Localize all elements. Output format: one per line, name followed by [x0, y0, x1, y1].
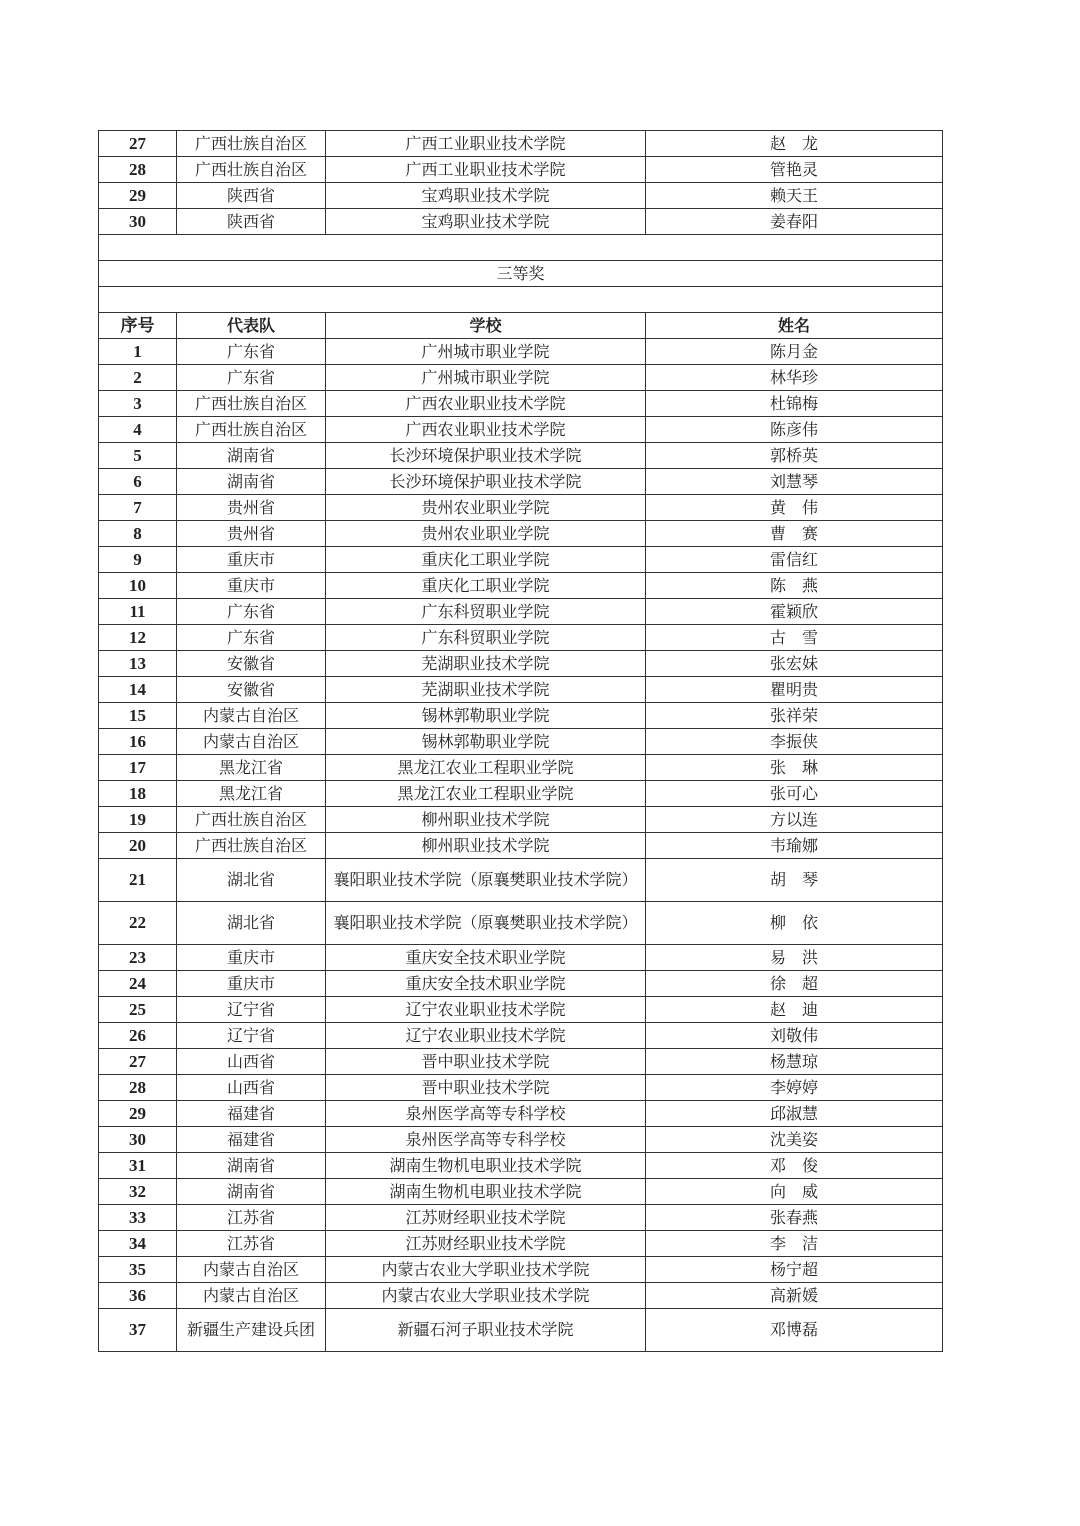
cell-seq: 15: [99, 703, 177, 729]
cell-school: 贵州农业职业学院: [326, 495, 646, 521]
cell-team: 新疆生产建设兵团: [177, 1309, 326, 1352]
cell-school: 泉州医学高等专科学校: [326, 1101, 646, 1127]
cell-school: 宝鸡职业技术学院: [326, 209, 646, 235]
table-row: [99, 781, 943, 807]
table-row: [99, 521, 943, 547]
cell-name: 曹 赛: [646, 521, 943, 547]
cell-seq: 34: [99, 1231, 177, 1257]
cell-school: 泉州医学高等专科学校: [326, 1127, 646, 1153]
cell-team: 广西壮族自治区: [177, 833, 326, 859]
cell-seq: 10: [99, 573, 177, 599]
cell-seq: 22: [99, 902, 177, 945]
cell-school: 贵州农业职业学院: [326, 521, 646, 547]
table-row: [99, 729, 943, 755]
cell-team: 黑龙江省: [177, 755, 326, 781]
cell-seq: 17: [99, 755, 177, 781]
header-seq: 序号: [99, 313, 177, 339]
table-row: [99, 573, 943, 599]
cell-seq: 11: [99, 599, 177, 625]
table-row: [99, 1205, 943, 1231]
header-team: 代表队: [177, 313, 326, 339]
cell-team: 湖南省: [177, 1153, 326, 1179]
cell-name: 方以连: [646, 807, 943, 833]
cell-team: 辽宁省: [177, 997, 326, 1023]
cell-school: 襄阳职业技术学院（原襄樊职业技术学院）: [326, 902, 646, 945]
table-row: [99, 1049, 943, 1075]
cell-seq: 5: [99, 443, 177, 469]
cell-school: 锡林郭勒职业学院: [326, 703, 646, 729]
cell-team: 安徽省: [177, 651, 326, 677]
cell-seq: 12: [99, 625, 177, 651]
header-school: 学校: [326, 313, 646, 339]
cell-name: 杨宁超: [646, 1257, 943, 1283]
cell-seq: 27: [99, 1049, 177, 1075]
cell-team: 福建省: [177, 1127, 326, 1153]
cell-school: 长沙环境保护职业技术学院: [326, 443, 646, 469]
table-row: [99, 945, 943, 971]
cell-team: 山西省: [177, 1049, 326, 1075]
cell-name: 陈月金: [646, 339, 943, 365]
table-row: [99, 1179, 943, 1205]
cell-name: 邓博磊: [646, 1309, 943, 1352]
table-row: [99, 902, 943, 945]
section-title: 三等奖: [99, 261, 943, 287]
cell-school: 芜湖职业技术学院: [326, 651, 646, 677]
table-row: [99, 1101, 943, 1127]
cell-seq: 35: [99, 1257, 177, 1283]
blank-row: [99, 235, 943, 261]
cell-team: 重庆市: [177, 971, 326, 997]
table-row: [99, 495, 943, 521]
cell-school: 广西工业职业技术学院: [326, 157, 646, 183]
cell-team: 贵州省: [177, 495, 326, 521]
cell-seq: 27: [99, 131, 177, 157]
cell-team: 内蒙古自治区: [177, 703, 326, 729]
cell-name: 姜春阳: [646, 209, 943, 235]
cell-school: 黑龙江农业工程职业学院: [326, 781, 646, 807]
cell-name: 张祥荣: [646, 703, 943, 729]
cell-school: 江苏财经职业技术学院: [326, 1205, 646, 1231]
cell-name: 邱淑慧: [646, 1101, 943, 1127]
cell-seq: 13: [99, 651, 177, 677]
table-row: [99, 997, 943, 1023]
cell-seq: 20: [99, 833, 177, 859]
cell-team: 内蒙古自治区: [177, 1257, 326, 1283]
table-row: [99, 703, 943, 729]
cell-seq: 29: [99, 183, 177, 209]
cell-name: 瞿明贵: [646, 677, 943, 703]
cell-school: 辽宁农业职业技术学院: [326, 1023, 646, 1049]
cell-name: 胡 琴: [646, 859, 943, 902]
cell-school: 内蒙古农业大学职业技术学院: [326, 1257, 646, 1283]
cell-school: 柳州职业技术学院: [326, 807, 646, 833]
cell-team: 江苏省: [177, 1231, 326, 1257]
cell-seq: 30: [99, 1127, 177, 1153]
cell-seq: 26: [99, 1023, 177, 1049]
table-row: [99, 1023, 943, 1049]
cell-name: 柳 依: [646, 902, 943, 945]
cell-school: 广州城市职业学院: [326, 365, 646, 391]
cell-seq: 28: [99, 157, 177, 183]
cell-name: 陈彦伟: [646, 417, 943, 443]
cell-school: 广东科贸职业学院: [326, 599, 646, 625]
blank-row-row: [99, 287, 943, 313]
table-row: [99, 1309, 943, 1352]
cell-team: 广西壮族自治区: [177, 157, 326, 183]
cell-name: 高新媛: [646, 1283, 943, 1309]
cell-name: 李 洁: [646, 1231, 943, 1257]
cell-school: 重庆化工职业学院: [326, 547, 646, 573]
cell-name: 张可心: [646, 781, 943, 807]
cell-school: 广西农业职业技术学院: [326, 391, 646, 417]
cell-seq: 31: [99, 1153, 177, 1179]
cell-school: 宝鸡职业技术学院: [326, 183, 646, 209]
cell-name: 李婷婷: [646, 1075, 943, 1101]
cell-school: 黑龙江农业工程职业学院: [326, 755, 646, 781]
cell-name: 黄 伟: [646, 495, 943, 521]
table-row: [99, 391, 943, 417]
cell-school: 晋中职业技术学院: [326, 1049, 646, 1075]
cell-name: 赖天王: [646, 183, 943, 209]
cell-seq: 33: [99, 1205, 177, 1231]
cell-name: 雷信红: [646, 547, 943, 573]
cell-seq: 3: [99, 391, 177, 417]
cell-team: 湖北省: [177, 902, 326, 945]
cell-seq: 37: [99, 1309, 177, 1352]
cell-seq: 14: [99, 677, 177, 703]
cell-team: 黑龙江省: [177, 781, 326, 807]
table-row: [99, 1153, 943, 1179]
table-row: [99, 417, 943, 443]
cell-seq: 32: [99, 1179, 177, 1205]
cell-school: 晋中职业技术学院: [326, 1075, 646, 1101]
cell-seq: 2: [99, 365, 177, 391]
cell-school: 广州城市职业学院: [326, 339, 646, 365]
cell-school: 内蒙古农业大学职业技术学院: [326, 1283, 646, 1309]
cell-team: 福建省: [177, 1101, 326, 1127]
award-table: [98, 130, 943, 1352]
table-row: [99, 677, 943, 703]
cell-school: 重庆安全技术职业学院: [326, 945, 646, 971]
cell-school: 重庆化工职业学院: [326, 573, 646, 599]
cell-team: 安徽省: [177, 677, 326, 703]
cell-seq: 9: [99, 547, 177, 573]
cell-team: 重庆市: [177, 573, 326, 599]
cell-team: 广西壮族自治区: [177, 131, 326, 157]
table-row: [99, 547, 943, 573]
cell-seq: 21: [99, 859, 177, 902]
cell-team: 重庆市: [177, 945, 326, 971]
cell-school: 襄阳职业技术学院（原襄樊职业技术学院）: [326, 859, 646, 902]
cell-team: 广西壮族自治区: [177, 417, 326, 443]
table-row: [99, 209, 943, 235]
cell-seq: 29: [99, 1101, 177, 1127]
table-row: [99, 807, 943, 833]
cell-name: 林华珍: [646, 365, 943, 391]
cell-seq: 30: [99, 209, 177, 235]
cell-school: 江苏财经职业技术学院: [326, 1231, 646, 1257]
cell-school: 芜湖职业技术学院: [326, 677, 646, 703]
table-row: [99, 625, 943, 651]
cell-team: 广东省: [177, 365, 326, 391]
cell-seq: 25: [99, 997, 177, 1023]
cell-name: 邓 俊: [646, 1153, 943, 1179]
cell-name: 徐 超: [646, 971, 943, 997]
table-row: [99, 469, 943, 495]
cell-school: 湖南生物机电职业技术学院: [326, 1153, 646, 1179]
cell-name: 赵 迪: [646, 997, 943, 1023]
cell-seq: 18: [99, 781, 177, 807]
cell-seq: 7: [99, 495, 177, 521]
table-row: [99, 365, 943, 391]
table-row: [99, 1127, 943, 1153]
table-row: [99, 1075, 943, 1101]
cell-name: 杜锦梅: [646, 391, 943, 417]
cell-school: 湖南生物机电职业技术学院: [326, 1179, 646, 1205]
cell-school: 广西农业职业技术学院: [326, 417, 646, 443]
cell-seq: 36: [99, 1283, 177, 1309]
cell-school: 长沙环境保护职业技术学院: [326, 469, 646, 495]
section-title-row: [99, 261, 943, 287]
cell-school: 辽宁农业职业技术学院: [326, 997, 646, 1023]
table-row: [99, 859, 943, 902]
cell-team: 湖南省: [177, 1179, 326, 1205]
cell-name: 韦瑜娜: [646, 833, 943, 859]
cell-name: 刘敬伟: [646, 1023, 943, 1049]
cell-seq: 6: [99, 469, 177, 495]
cell-name: 张春燕: [646, 1205, 943, 1231]
cell-seq: 24: [99, 971, 177, 997]
cell-name: 赵 龙: [646, 131, 943, 157]
blank-row-row: [99, 235, 943, 261]
cell-seq: 23: [99, 945, 177, 971]
table-row: [99, 971, 943, 997]
table-row: [99, 833, 943, 859]
cell-name: 陈 燕: [646, 573, 943, 599]
cell-school: 广西工业职业技术学院: [326, 131, 646, 157]
cell-name: 杨慧琼: [646, 1049, 943, 1075]
cell-name: 向 威: [646, 1179, 943, 1205]
table-row: [99, 599, 943, 625]
cell-seq: 16: [99, 729, 177, 755]
cell-seq: 4: [99, 417, 177, 443]
table-header-row: [99, 313, 943, 339]
table-row: [99, 755, 943, 781]
cell-school: 重庆安全技术职业学院: [326, 971, 646, 997]
cell-name: 李振侠: [646, 729, 943, 755]
header-name: 姓名: [646, 313, 943, 339]
cell-team: 广东省: [177, 599, 326, 625]
table-row: [99, 443, 943, 469]
cell-team: 广东省: [177, 339, 326, 365]
cell-seq: 28: [99, 1075, 177, 1101]
cell-name: 郭桥英: [646, 443, 943, 469]
cell-team: 辽宁省: [177, 1023, 326, 1049]
cell-school: 广东科贸职业学院: [326, 625, 646, 651]
cell-name: 沈美姿: [646, 1127, 943, 1153]
cell-school: 锡林郭勒职业学院: [326, 729, 646, 755]
cell-name: 易 洪: [646, 945, 943, 971]
cell-team: 湖南省: [177, 469, 326, 495]
cell-team: 湖北省: [177, 859, 326, 902]
cell-name: 霍颖欣: [646, 599, 943, 625]
cell-team: 陕西省: [177, 183, 326, 209]
cell-team: 陕西省: [177, 209, 326, 235]
cell-team: 广西壮族自治区: [177, 391, 326, 417]
cell-team: 内蒙古自治区: [177, 729, 326, 755]
cell-team: 内蒙古自治区: [177, 1283, 326, 1309]
cell-name: 刘慧琴: [646, 469, 943, 495]
table-row: [99, 183, 943, 209]
cell-team: 山西省: [177, 1075, 326, 1101]
cell-name: 管艳灵: [646, 157, 943, 183]
cell-name: 古 雪: [646, 625, 943, 651]
cell-name: 张 琳: [646, 755, 943, 781]
table-row: [99, 1283, 943, 1309]
cell-team: 江苏省: [177, 1205, 326, 1231]
table-row: [99, 131, 943, 157]
cell-team: 广东省: [177, 625, 326, 651]
cell-seq: 8: [99, 521, 177, 547]
table-row: [99, 651, 943, 677]
cell-seq: 19: [99, 807, 177, 833]
table-row: [99, 339, 943, 365]
table-row: [99, 1231, 943, 1257]
cell-team: 贵州省: [177, 521, 326, 547]
cell-team: 湖南省: [177, 443, 326, 469]
cell-name: 张宏妹: [646, 651, 943, 677]
cell-school: 新疆石河子职业技术学院: [326, 1309, 646, 1352]
table-row: [99, 1257, 943, 1283]
cell-school: 柳州职业技术学院: [326, 833, 646, 859]
cell-seq: 1: [99, 339, 177, 365]
cell-team: 重庆市: [177, 547, 326, 573]
blank-row: [99, 287, 943, 313]
table-row: [99, 157, 943, 183]
cell-team: 广西壮族自治区: [177, 807, 326, 833]
